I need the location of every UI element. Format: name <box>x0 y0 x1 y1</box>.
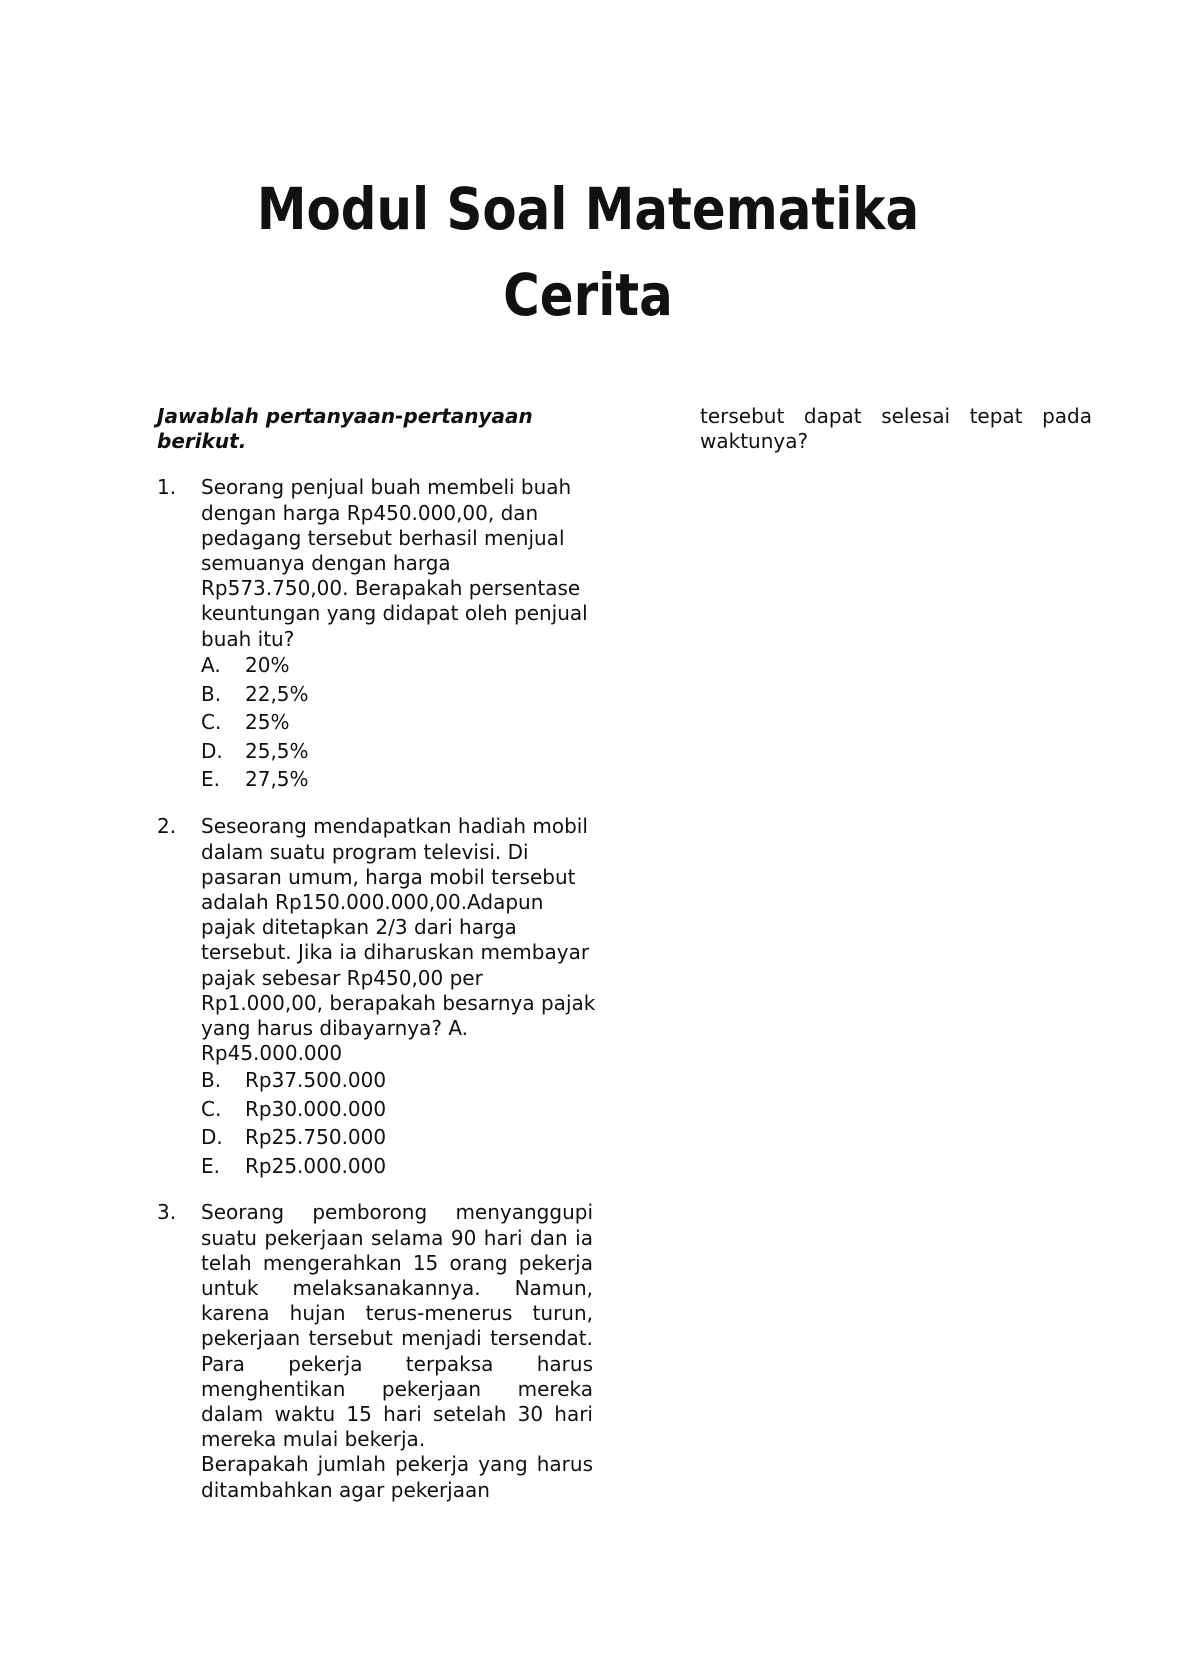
document-title-line-1: Modul Soal Matematika <box>256 175 920 243</box>
question-text: Seorang penjual buah membeli buah dengan harga Rp450.000,00, dan pedagang tersebut berhasil menjual semuanya dengan harga Rp573.750,00. Berapakah persentase keuntungan yang didapat oleh penjual buah itu? <box>201 475 588 651</box>
option-letter: C. <box>201 710 222 735</box>
instruction-text: Jawablah pertanyaan-pertanyaan berikut. <box>157 404 533 454</box>
option-e[interactable] <box>201 1152 597 1181</box>
option-b[interactable] <box>201 680 597 709</box>
option-letter: E. <box>201 1153 220 1178</box>
question-1 <box>157 475 597 794</box>
option-letter: E. <box>201 767 220 792</box>
option-d[interactable] <box>201 737 597 766</box>
question-number: 2. <box>157 814 177 839</box>
question-3-continuation: tersebut dapat selesai tepat pada waktunya? <box>700 404 1092 454</box>
document-title-line-2: Cerita <box>503 261 673 329</box>
option-text: 20% <box>245 653 290 678</box>
option-c[interactable] <box>201 709 597 738</box>
option-b[interactable] <box>201 1066 597 1095</box>
option-text: Rp37.500.000 <box>245 1068 387 1092</box>
option-letter: B. <box>201 1068 222 1092</box>
option-letter: A. <box>201 653 221 678</box>
option-text: Rp25.750.000 <box>245 1125 387 1149</box>
question-number: 1. <box>157 475 177 500</box>
option-a-text[interactable]: Rp45.000.000 <box>201 1041 343 1066</box>
question-prompt: Berapakah jumlah pekerja yang harus ditambahkan agar pekerjaan <box>201 1452 593 1502</box>
question-3 <box>157 1200 597 1502</box>
option-d[interactable] <box>201 1123 597 1152</box>
option-letter: C. <box>201 1096 222 1121</box>
right-column <box>700 404 1092 454</box>
question-body: Seseorang mendapatkan hadiah mobil dalam suatu program televisi. Di pasaran umum, harga mobil tersebut adalah Rp150.000.000,00.Adapun pajak ditetapkan 2/3 dari harga tersebut. Jika ia diharuskan membayar pajak sebesar Rp450,00 per Rp1.000,00, berapakah besarnya pajak yang harus dibayarnya? <box>201 814 596 1040</box>
option-text: 22,5% <box>245 681 309 706</box>
question-2 <box>157 814 597 1180</box>
option-text: 25% <box>245 710 290 735</box>
option-c[interactable] <box>201 1095 597 1124</box>
question-number: 3. <box>157 1200 177 1225</box>
option-text: Rp30.000.000 <box>245 1096 387 1121</box>
option-e[interactable] <box>201 766 597 795</box>
option-letter: D. <box>201 1125 223 1149</box>
option-text: 25,5% <box>245 738 309 763</box>
option-a-letter[interactable]: A. <box>448 1015 469 1040</box>
left-column <box>157 404 597 1523</box>
answer-options <box>201 1066 597 1180</box>
question-text <box>201 814 597 1066</box>
option-text: 27,5% <box>245 767 309 792</box>
question-text: Seorang pemborong menyanggupi suatu pekerjaan selama 90 hari dan ia telah mengerahkan 15 orang pekerja untuk melaksanakannya. Namun, karena hujan terus-menerus turun, pekerjaan tersebut menjadi tersendat. Para pekerja terpaksa harus menghentikan pekerjaan mereka dalam waktu 15 hari setelah 30 hari mereka mulai bekerja. <box>201 1200 593 1452</box>
option-letter: D. <box>201 738 223 763</box>
answer-options <box>201 652 597 795</box>
option-text: Rp25.000.000 <box>245 1153 387 1178</box>
option-a[interactable] <box>201 652 597 681</box>
option-letter: B. <box>201 681 222 706</box>
